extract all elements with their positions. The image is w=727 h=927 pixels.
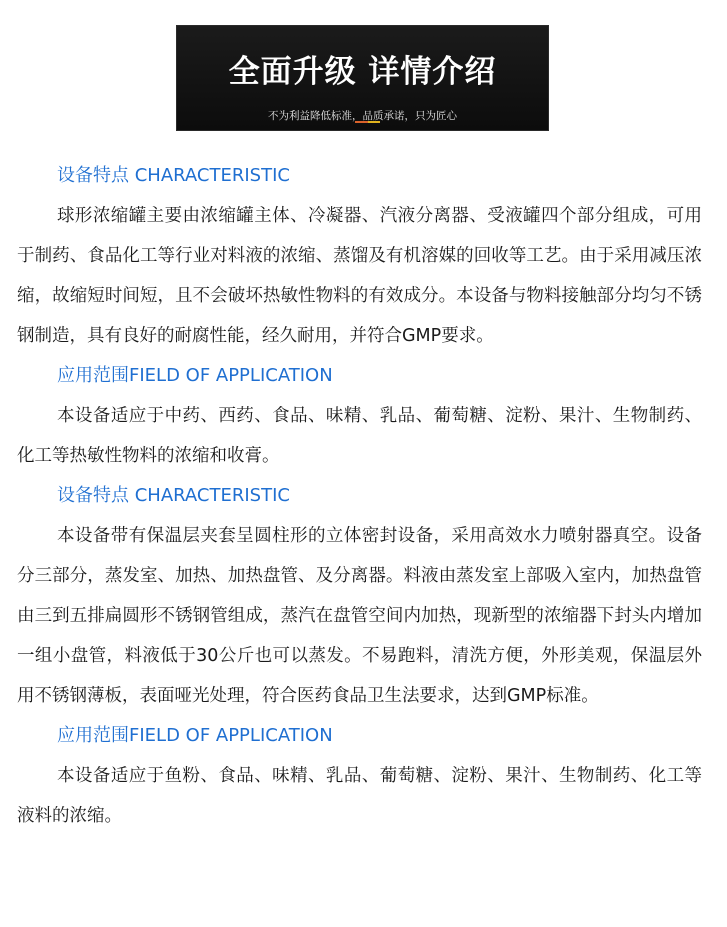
section-heading-application: 应用范围FIELD OF APPLICATION [57,725,333,746]
section-paragraph: 本设备适应于中药、西药、食品、味精、乳品、葡萄糖、淀粉、果汁、生物制药、化工等热敏性物料的浓缩和收膏。 [17,406,702,466]
section-paragraph: 本设备适应于鱼粉、食品、味精、乳品、葡萄糖、淀粉、果汁、生物制药、化工等液料的浓缩。 [17,766,702,826]
section-paragraph: 球形浓缩罐主要由浓缩罐主体、冷凝器、汽液分离器、受液罐四个部分组成，可用于制药、食品化工等行业对料液的浓缩、蒸馏及有机溶媒的回收等工艺。由于采用减压浓缩，故缩短时间短，且不会破坏热敏性物料的有效成分。本设备与物料接触部分均匀不锈钢制造，具有良好的耐腐性能，经久耐用，并符合GMP要求。 [17,206,702,346]
banner-title: 全面升级 详情介绍 [228,54,497,90]
header-banner [176,25,549,131]
section-heading-application: 应用范围FIELD OF APPLICATION [57,365,333,386]
article-content [17,156,702,836]
section-heading-characteristic: 设备特点 CHARACTERISTIC [57,485,290,506]
section-heading-characteristic: 设备特点 CHARACTERISTIC [57,165,290,186]
section-paragraph: 本设备带有保温层夹套呈圆柱形的立体密封设备，采用高效水力喷射器真空。设备分三部分，蒸发室、加热、加热盘管、及分离器。料液由蒸发室上部吸入室内，加热盘管由三到五排扁圆形不锈钢管组成，蒸汽在盘管空间内加热，现新型的浓缩器下封头内增加一组小盘管，料液低于30公斤也可以蒸发。不易跑料，清洗方便，外形美观，保温层外用不锈钢薄板，表面哑光处理，符合医药食品卫生法要求，达到GMP标准。 [17,526,702,706]
banner-subtitle: 不为利益降低标准，品质承诺，只为匠心 [268,110,457,122]
